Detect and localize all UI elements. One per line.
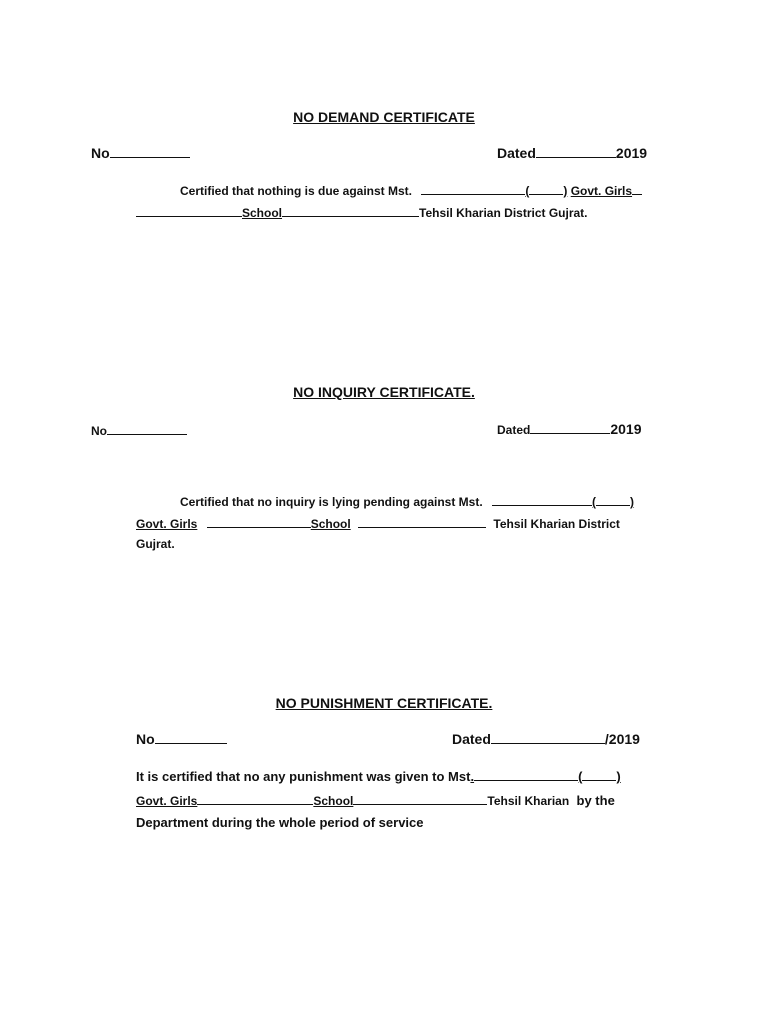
paren-open: ( bbox=[592, 495, 597, 509]
body-line-3: Gujrat. bbox=[136, 537, 175, 551]
dated-label: Dated bbox=[452, 731, 491, 747]
date-blank[interactable] bbox=[491, 731, 605, 744]
year-label: 2019 bbox=[610, 421, 642, 437]
date-blank[interactable] bbox=[536, 145, 616, 158]
body-line-1 bbox=[180, 493, 634, 509]
by-the-text: by the bbox=[576, 793, 615, 808]
no-label: No bbox=[91, 145, 110, 161]
dated-field bbox=[497, 145, 647, 161]
body-text: It is certified that no any punishment was given to Mst bbox=[136, 769, 471, 784]
body-text: Certified that no inquiry is lying pending against Mst. bbox=[180, 495, 483, 509]
year-label: 2019 bbox=[615, 145, 648, 161]
no-punishment-title: NO PUNISHMENT CERTIFICATE. bbox=[275, 695, 493, 711]
year-label: /2019 bbox=[604, 731, 640, 747]
date-blank[interactable] bbox=[530, 421, 610, 434]
dated-label: Dated bbox=[497, 145, 536, 161]
school-label: School bbox=[242, 206, 283, 220]
code-blank[interactable] bbox=[582, 768, 616, 781]
school-blank[interactable] bbox=[358, 515, 486, 528]
paren-open: ( bbox=[525, 184, 530, 198]
location-text: Tehsil Kharian District bbox=[493, 517, 620, 531]
school-label: School bbox=[313, 794, 354, 808]
gap-blank[interactable] bbox=[197, 792, 313, 805]
no-blank[interactable] bbox=[155, 731, 227, 744]
no-field bbox=[91, 422, 187, 438]
school-label: School bbox=[310, 517, 351, 531]
name-blank[interactable] bbox=[421, 182, 525, 195]
body-line-1 bbox=[136, 768, 621, 784]
body-line-2 bbox=[136, 204, 588, 220]
name-blank[interactable] bbox=[492, 493, 592, 506]
no-label: No bbox=[91, 424, 107, 438]
paren-close: ) bbox=[616, 769, 621, 784]
code-blank[interactable] bbox=[529, 182, 563, 195]
dot-mark: . bbox=[470, 769, 475, 784]
body-line-3: Department during the whole period of service bbox=[136, 815, 424, 830]
school-blank[interactable] bbox=[282, 204, 419, 217]
no-blank[interactable] bbox=[110, 145, 190, 158]
no-inquiry-title: NO INQUIRY CERTIFICATE. bbox=[293, 384, 475, 400]
no-field bbox=[136, 731, 227, 747]
body-line-1 bbox=[180, 182, 642, 198]
paren-open: ( bbox=[578, 769, 583, 784]
code-blank[interactable] bbox=[596, 493, 630, 506]
no-field bbox=[91, 145, 190, 161]
location-text: Tehsil Kharian District Gujrat. bbox=[419, 206, 588, 220]
name-blank[interactable] bbox=[474, 768, 578, 781]
trailing-blank bbox=[632, 182, 642, 195]
school-name-blank[interactable] bbox=[207, 515, 311, 528]
body-text: Certified that nothing is due against Mst. bbox=[180, 184, 413, 198]
paren-close: ) bbox=[563, 184, 568, 198]
govt-girls-label: Govt. Girls bbox=[136, 794, 198, 808]
location-text: Tehsil Kharian bbox=[487, 794, 570, 808]
body-line-2 bbox=[136, 792, 615, 808]
dated-label: Dated bbox=[497, 423, 531, 437]
no-blank[interactable] bbox=[107, 422, 187, 435]
body-line-2 bbox=[136, 515, 620, 531]
govt-girls-label: Govt. Girls bbox=[570, 184, 633, 198]
govt-girls-label: Govt. Girls bbox=[136, 517, 198, 531]
no-label: No bbox=[136, 731, 155, 747]
dated-field bbox=[452, 731, 640, 747]
no-demand-title: NO DEMAND CERTIFICATE bbox=[293, 109, 475, 125]
dated-field bbox=[497, 421, 642, 437]
school-blank[interactable] bbox=[353, 792, 487, 805]
school-name-blank[interactable] bbox=[136, 204, 242, 217]
paren-close: ) bbox=[630, 495, 635, 509]
